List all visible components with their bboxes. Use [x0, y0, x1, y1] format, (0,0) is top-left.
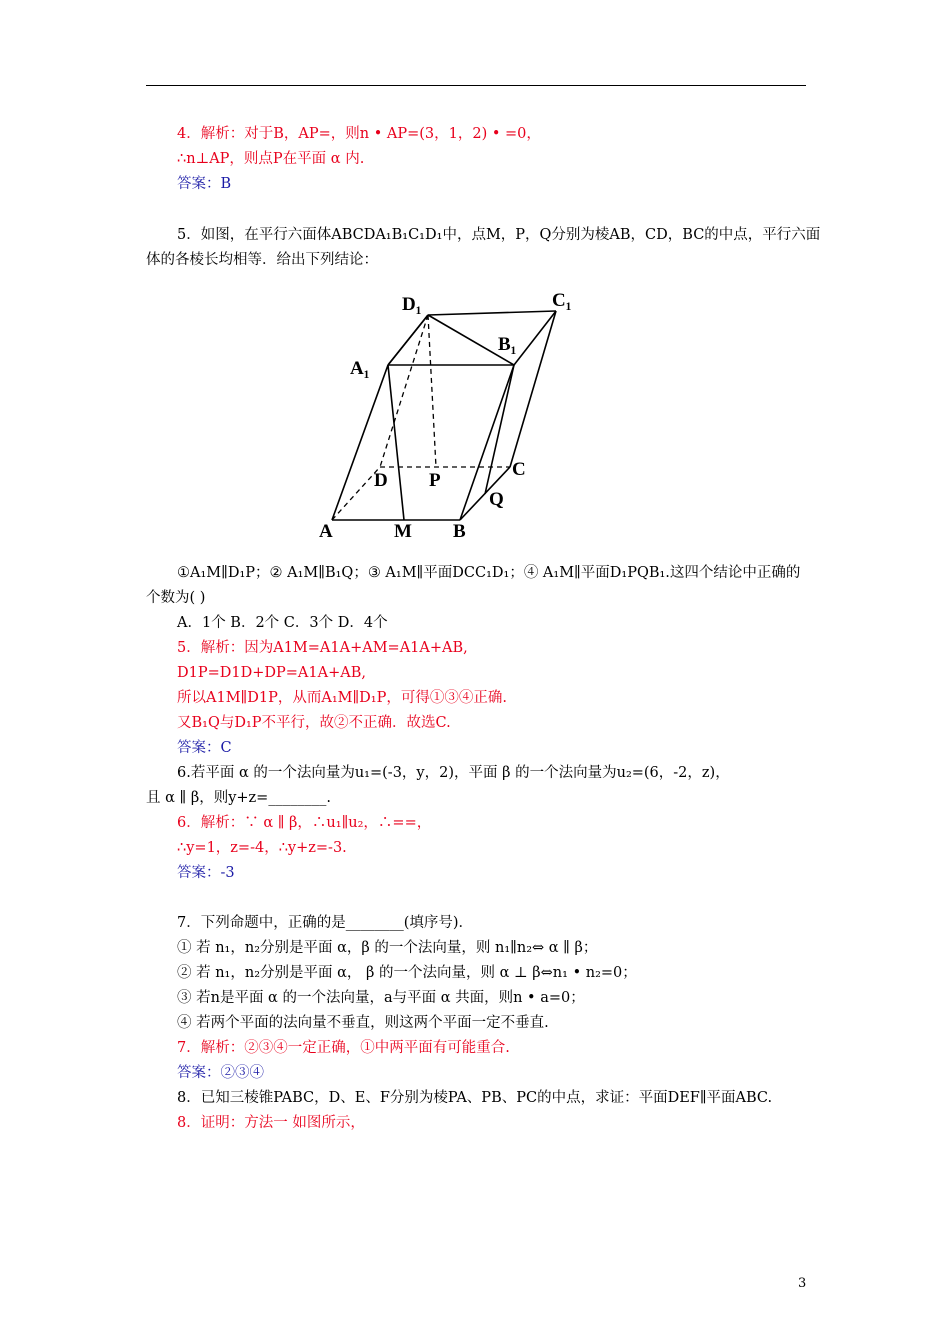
answer-5: 答案：C — [177, 740, 232, 756]
label-c: C — [512, 459, 526, 480]
label-a: A — [319, 521, 333, 542]
label-q: Q — [489, 489, 504, 510]
problem-5-stem-line-2: 体的各棱长均相等．给出下列结论： — [146, 252, 378, 268]
header-rule — [146, 85, 806, 86]
problem-6-line-2: 且 α ∥ β，则y+z=________. — [146, 790, 331, 806]
label-m: M — [394, 521, 412, 542]
label-b: B — [453, 521, 466, 542]
label-a1: A₁ — [350, 358, 370, 379]
problem-6-line-1: 6.若平面 α 的一个法向量为u₁=(-3，y，2)，平面 β 的一个法向量为u₂=(6，-2，z)， — [177, 765, 730, 781]
solution-5-line-3: 所以A1M∥D1P，从而A₁M∥D₁P，可得①③④正确. — [177, 690, 507, 706]
solution-8-line-1: 8．证明：方法一 如图所示， — [177, 1115, 365, 1131]
solution-7: 7．解析：②③④一定正确，①中两平面有可能重合. — [177, 1040, 510, 1056]
solution-4-line-1: 4．解析：对于B，AP=，则n • AP=(3，1，2) • =0， — [177, 126, 541, 142]
problem-7-option-2: ② 若 n₁，n₂分别是平面 α， β 的一个法向量，则 α ⊥ β⇔n₁ • n₂=0； — [177, 965, 637, 981]
solution-5-line-4: 又B₁Q与D₁P不平行，故②不正确．故选C. — [177, 715, 451, 731]
problem-5-statements-line-2: 个数为( ) — [146, 590, 206, 606]
problem-5-statements-line-1: ①A₁M∥D₁P；② A₁M∥B₁Q；③ A₁M∥平面DCC₁D₁；④ A₁M∥平面D₁PQB₁.这四个结论中正确的 — [177, 565, 801, 581]
solution-6-line-2: ∴y=1，z=-4，∴y+z=-3. — [177, 840, 347, 856]
solution-4-line-2: ∴n⊥AP，则点P在平面 α 内. — [177, 151, 365, 167]
problem-7-option-1: ① 若 n₁，n₂分别是平面 α，β 的一个法向量，则 n₁∥n₂⇔ α ∥ β； — [177, 940, 598, 956]
problem-5-choices: A．1个 B．2个 C．3个 D．4个 — [177, 615, 388, 631]
answer-6: 答案：-3 — [177, 865, 235, 881]
problem-5-stem-line-1: 5．如图，在平行六面体ABCDA₁B₁C₁D₁中，点M，P，Q分别为棱AB，CD，BC的中点，平行六面 — [177, 227, 821, 243]
label-d1: D₁ — [402, 294, 422, 315]
solution-6-line-1: 6．解析：∵ α ∥ β，∴u₁∥u₂，∴==， — [177, 815, 432, 831]
answer-7: 答案：②③④ — [177, 1065, 264, 1081]
problem-8-stem: 8．已知三棱锥PABC，D、E、F分别为棱PA、PB、PC的中点，求证：平面DEF∥平面ABC. — [177, 1090, 773, 1106]
label-p: P — [429, 470, 441, 491]
problem-7-option-4: ④ 若两个平面的法向量不垂直，则这两个平面一定不垂直. — [177, 1015, 549, 1031]
problem-7-option-3: ③ 若n是平面 α 的一个法向量，a与平面 α 共面，则n • a=0； — [177, 990, 585, 1006]
label-b1: B₁ — [498, 334, 517, 355]
parallelepiped-figure — [316, 284, 578, 542]
solution-5-line-2: D1P=D1D+DP=A1A+AB, — [177, 665, 366, 681]
label-c1: C₁ — [552, 290, 572, 311]
problem-7-stem: 7．下列命题中，正确的是________(填序号)． — [177, 915, 474, 931]
label-d: D — [374, 470, 388, 491]
solution-5-line-1: 5．解析：因为A1M=A1A+AM=A1A+AB, — [177, 640, 468, 656]
page-number: 3 — [798, 1276, 807, 1291]
answer-4: 答案：B — [177, 176, 232, 192]
